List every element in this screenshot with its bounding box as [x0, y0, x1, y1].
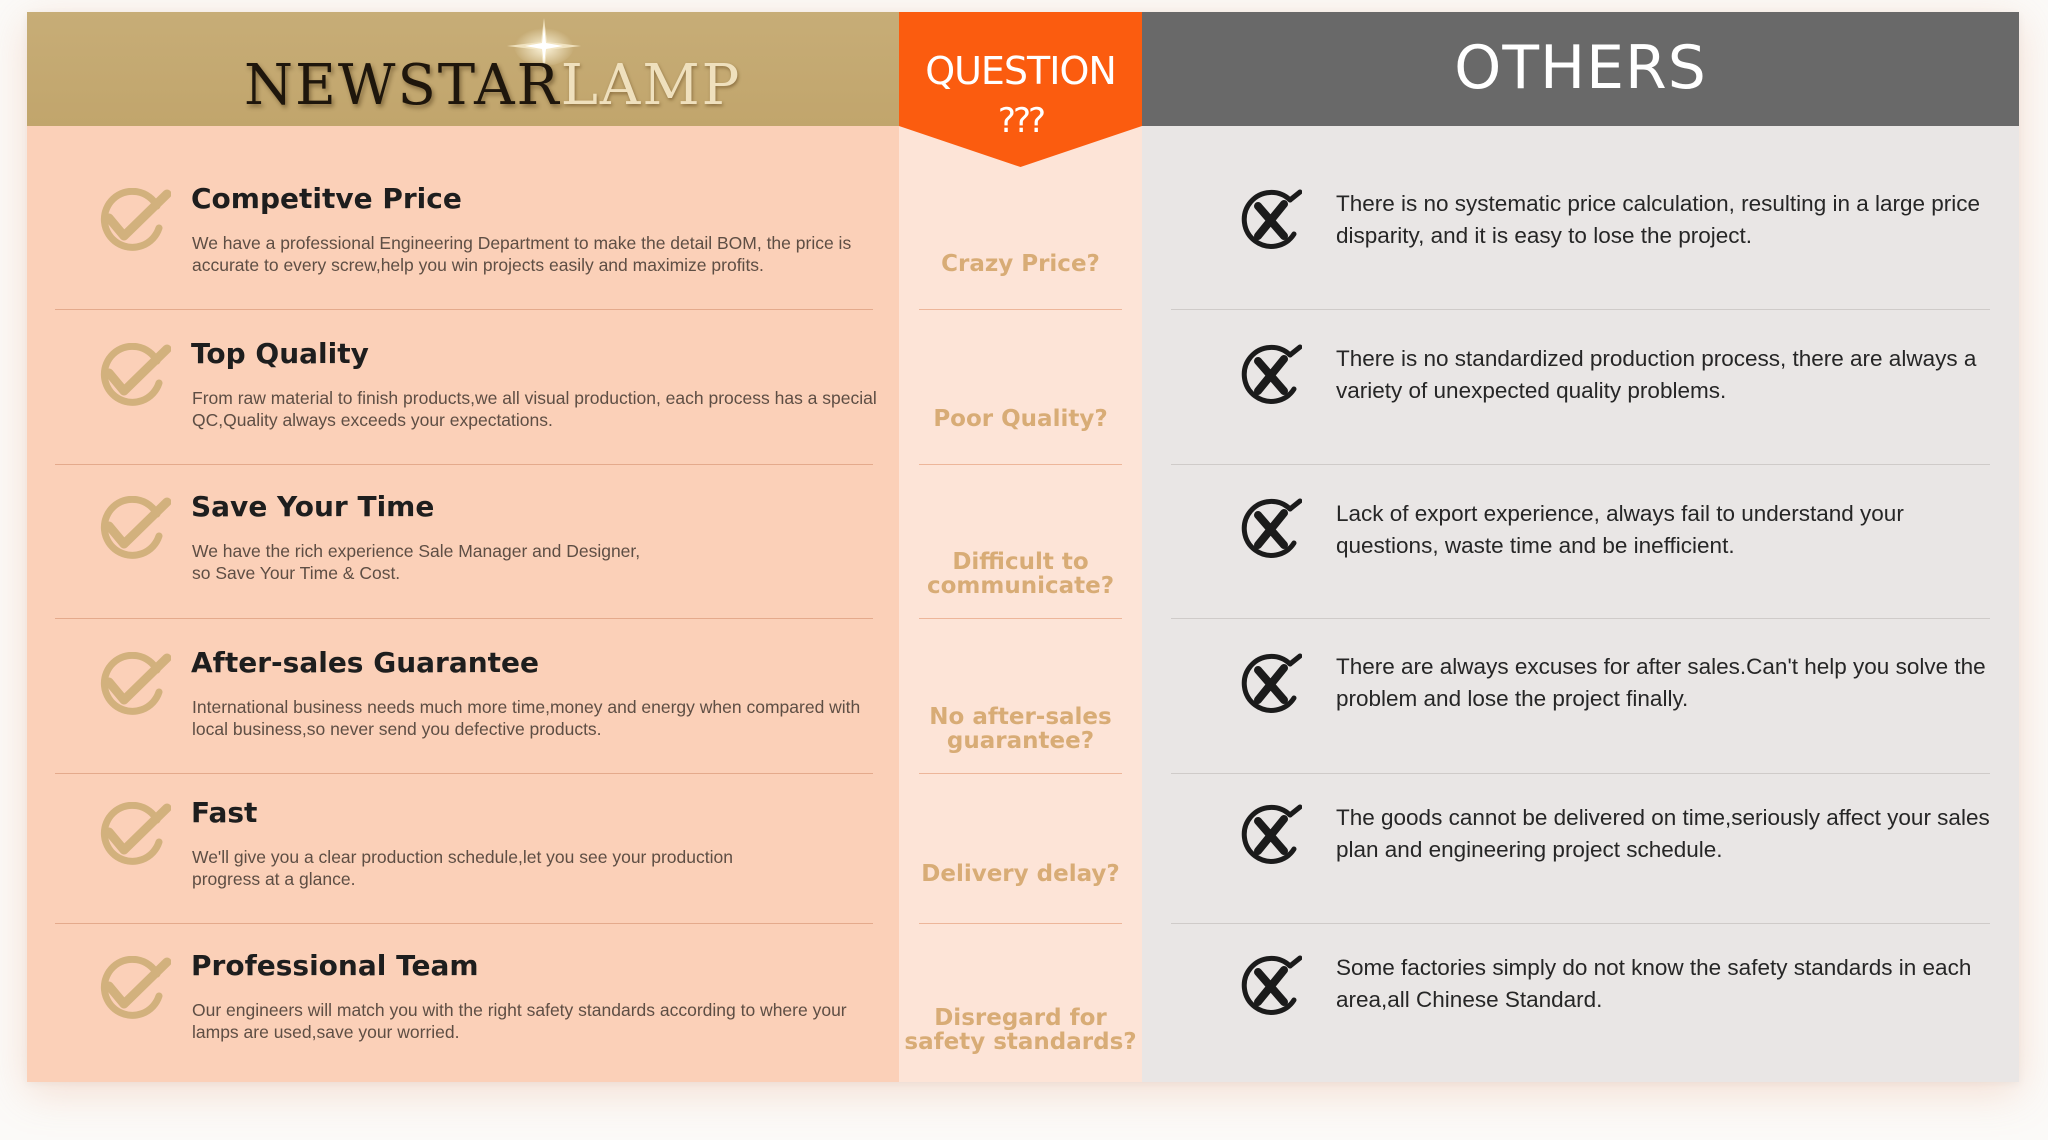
checkmark-circle-icon — [93, 496, 171, 560]
others-description: Lack of export experience, always fail to understand your questions, waste time and be inefficient. — [1336, 501, 1904, 558]
others-description: Some factories simply do not know the safety standards in each area,all Chinese Standard. — [1336, 955, 1972, 1012]
feature-title: Top Quality — [191, 337, 369, 370]
question-label: Crazy Price? — [941, 251, 1100, 277]
others-row — [1142, 465, 2019, 619]
checkmark-circle-icon — [93, 652, 171, 716]
newstarlamp-column — [27, 12, 899, 1082]
brand-logo — [244, 53, 742, 118]
question-label: Disregard for safety standards? — [904, 1005, 1137, 1055]
feature-row — [27, 619, 899, 774]
feature-row — [27, 774, 899, 924]
feature-description-line: We'll give you a clear production schedule,let you see your production — [192, 847, 733, 867]
question-row — [899, 310, 1142, 465]
others-row — [1142, 924, 2019, 1082]
feature-title: Professional Team — [191, 949, 479, 982]
others-header — [1142, 12, 2019, 126]
feature-title: After-sales Guarantee — [191, 646, 540, 679]
question-row — [899, 774, 1142, 924]
feature-title: Competitve Price — [191, 182, 462, 215]
logo-dark-text: NEWSTAR — [244, 53, 561, 118]
question-label: Difficult to communicate? — [926, 549, 1115, 599]
question-row — [899, 126, 1142, 310]
feature-row — [27, 126, 899, 310]
others-row — [1142, 126, 2019, 310]
feature-description — [192, 540, 892, 584]
others-title: OTHERS — [1454, 33, 1707, 103]
feature-row — [27, 465, 899, 619]
feature-row — [27, 924, 899, 1082]
others-column — [1142, 12, 2019, 1082]
others-description: The goods cannot be delivered on time,seriously affect your sales plan and engineering project schedule. — [1336, 805, 1990, 862]
feature-description: Our engineers will match you with the right safety standards according to where your lamps are used,save your worried. — [192, 1000, 847, 1042]
others-row — [1142, 774, 2019, 924]
checkmark-circle-icon — [93, 343, 171, 407]
x-circle-icon — [1238, 343, 1302, 407]
x-circle-icon — [1238, 803, 1302, 867]
question-label: No after-sales guarantee? — [929, 704, 1112, 754]
checkmark-circle-icon — [93, 956, 171, 1020]
comparison-panel — [27, 12, 2019, 1082]
feature-description-line: We have the rich experience Sale Manager and Designer, — [192, 541, 641, 561]
x-circle-icon — [1238, 954, 1302, 1018]
feature-description: From raw material to finish products,we all visual production, each process has a special QC,Quality always exceeds your expectations. — [192, 388, 877, 430]
question-row — [899, 619, 1142, 774]
others-description: There is no systematic price calculation, resulting in a large price disparity, and it is easy to lose the project. — [1336, 191, 1981, 248]
checkmark-circle-icon — [93, 802, 171, 866]
x-circle-icon — [1238, 188, 1302, 252]
checkmark-circle-icon — [93, 188, 171, 252]
question-row — [899, 465, 1142, 619]
others-row — [1142, 619, 2019, 774]
feature-description — [192, 846, 892, 890]
question-subtitle: ??? — [997, 101, 1044, 141]
x-circle-icon — [1238, 652, 1302, 716]
feature-description-line: so Save Your Time & Cost. — [192, 563, 401, 583]
feature-description: International business needs much more time,money and energy when compared with local business,so never send you defective products. — [192, 697, 861, 739]
feature-description-line: progress at a glance. — [192, 869, 356, 889]
others-description: There is no standardized production process, there are always a variety of unexpected quality problems. — [1336, 346, 1977, 403]
feature-row — [27, 310, 899, 465]
question-label: Poor Quality? — [933, 406, 1108, 432]
brand-header — [27, 12, 899, 126]
question-row — [899, 924, 1142, 1082]
feature-title: Fast — [191, 796, 258, 829]
feature-description: We have a professional Engineering Department to make the detail BOM, the price is accurate to every screw,help you win projects easily and maximize profits. — [192, 233, 852, 275]
question-label: Delivery delay? — [921, 861, 1120, 887]
logo-light-text: LAMP — [560, 53, 742, 118]
question-column — [899, 12, 1142, 1082]
feature-title: Save Your Time — [191, 490, 435, 523]
question-title: QUESTION — [925, 49, 1116, 93]
others-row — [1142, 310, 2019, 465]
x-circle-icon — [1238, 497, 1302, 561]
others-description: There are always excuses for after sales.Can't help you solve the problem and lose the project finally. — [1336, 654, 1986, 711]
